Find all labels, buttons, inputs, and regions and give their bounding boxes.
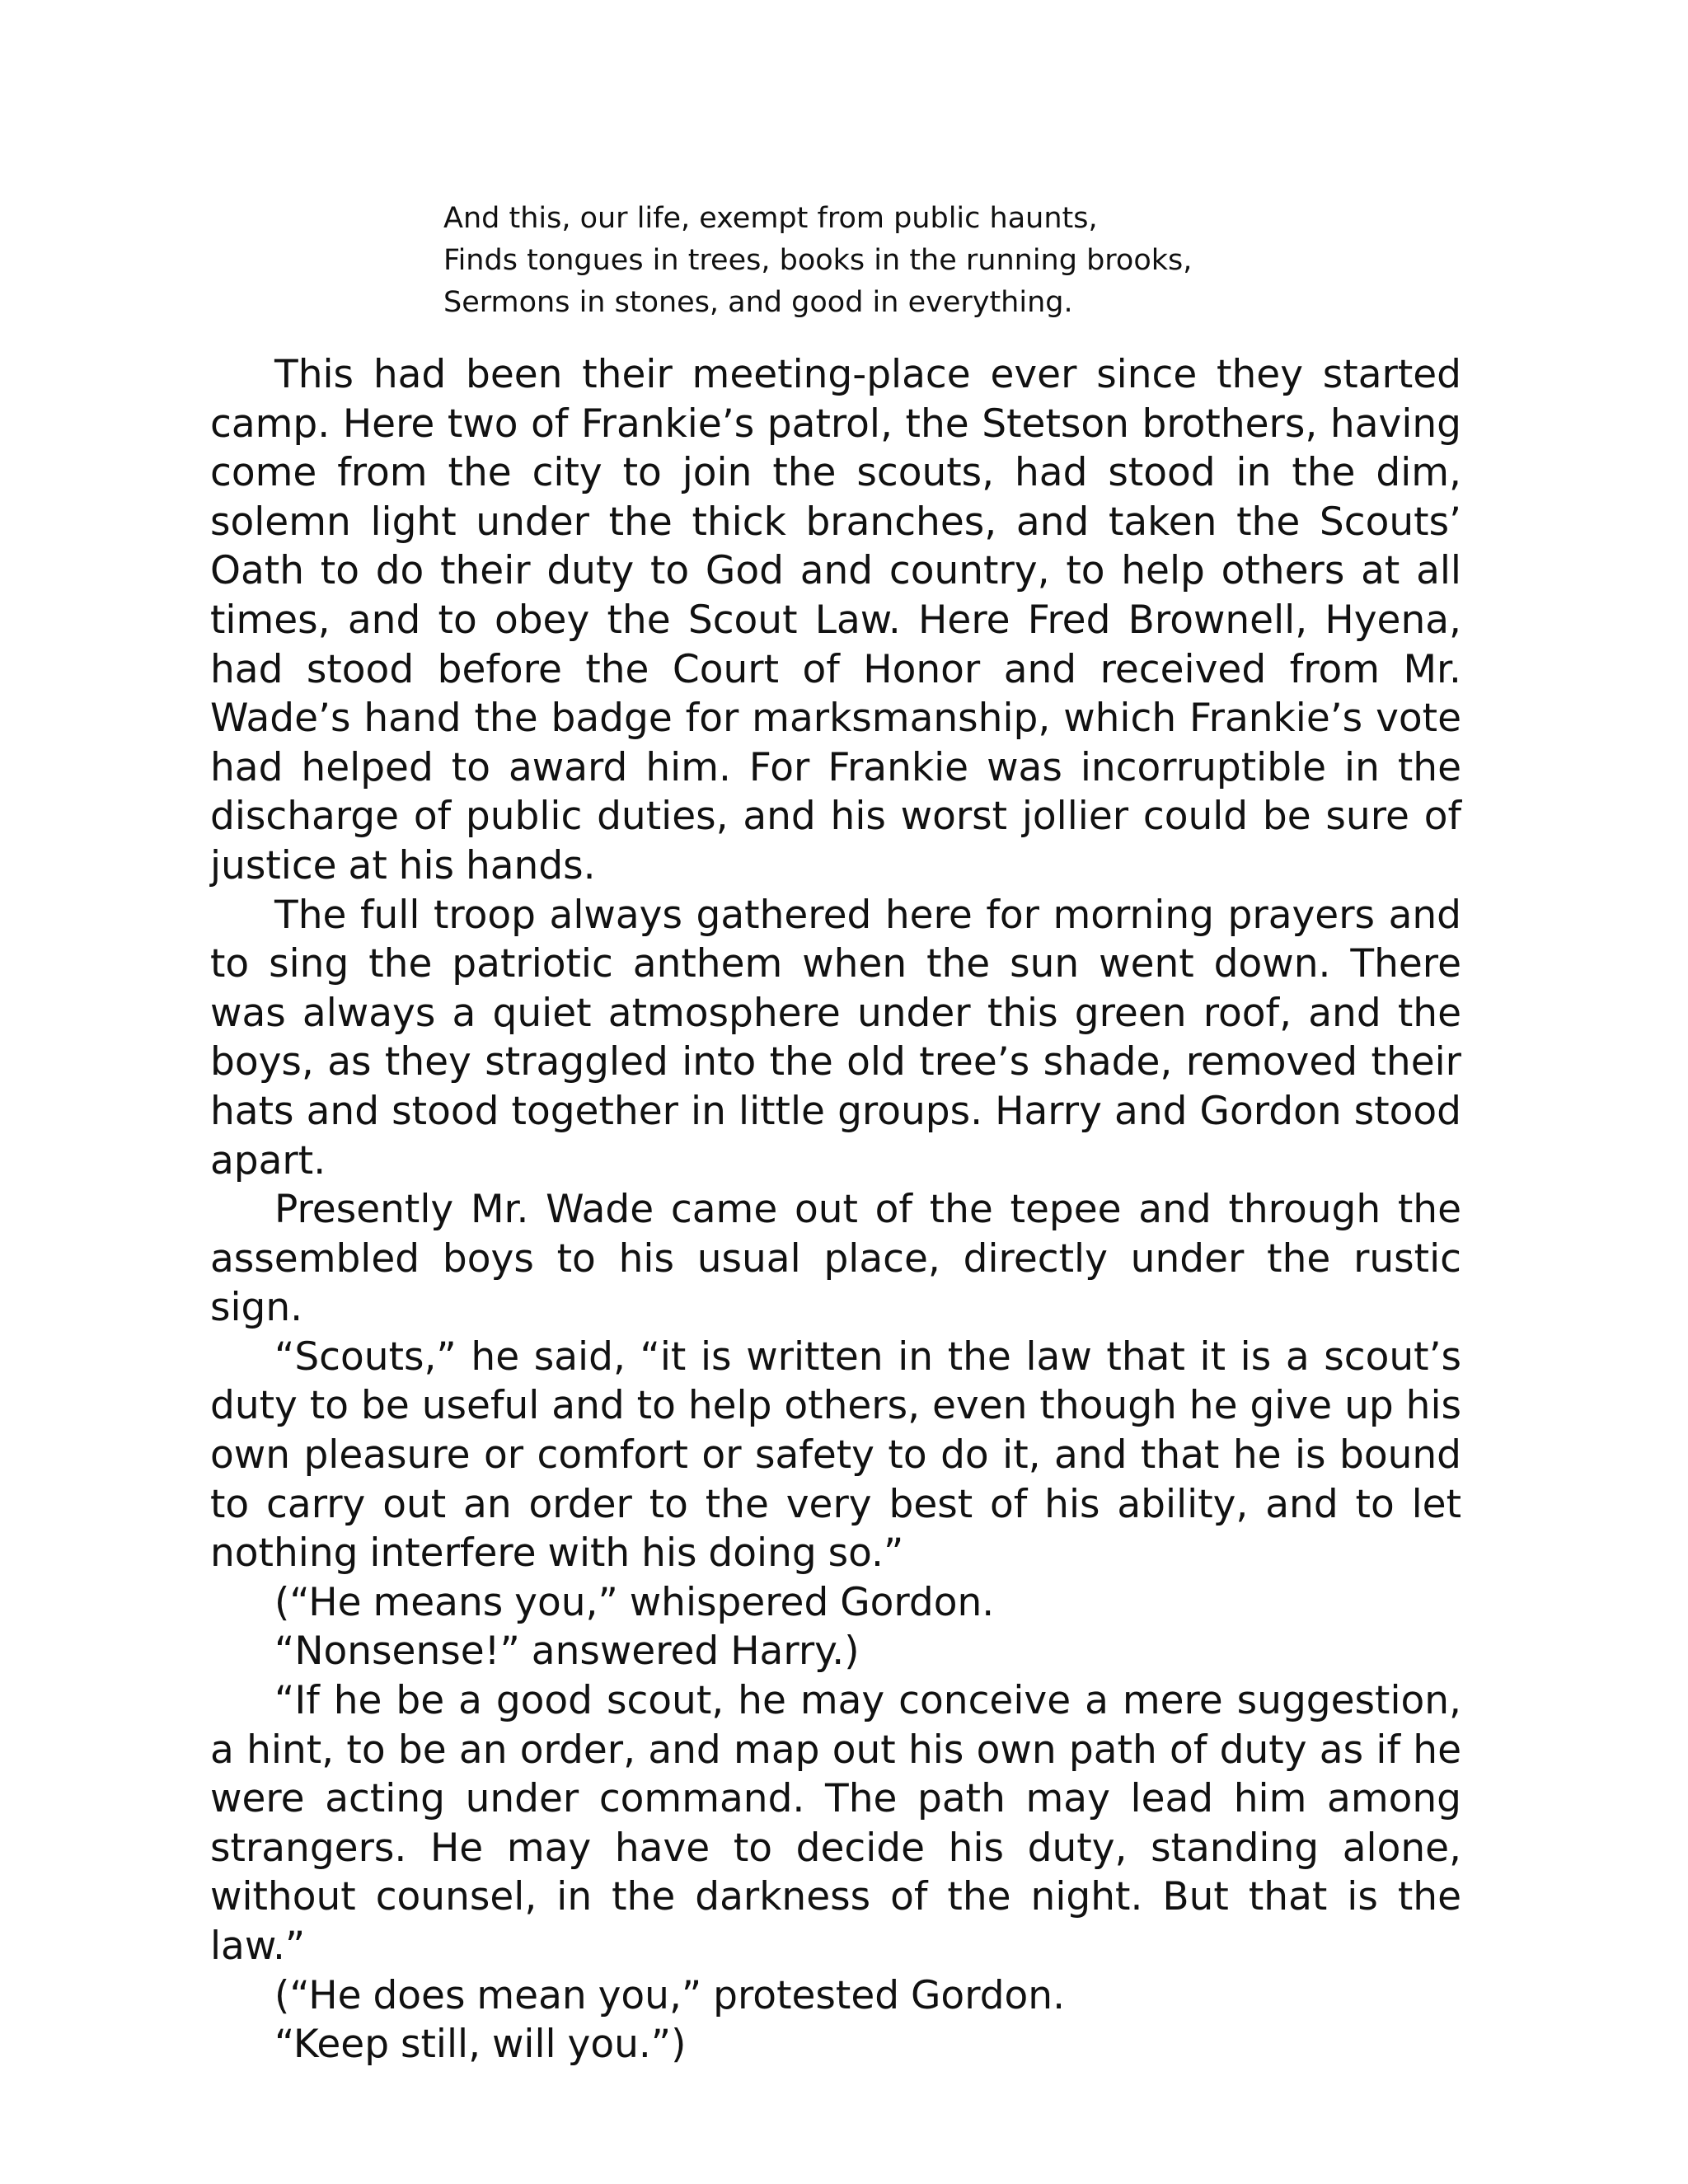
paragraph: “Keep still, will you.”)	[274, 2022, 687, 2068]
paragraph: “Nonsense!” answered Harry.)	[274, 1629, 860, 1675]
epigraph	[443, 198, 1432, 324]
paragraph: This had been their meeting-place ever since they started camp. Here two of Frankie’s patrol, the Stetson brothers, having come from the city to join the scouts, had stood in the dim, solemn light under the thick branches, and taken the Scouts’ Oath to do their duty to God and country, to help others at all times, and to obey the Scout Law. Here Fred Brownell, Hyena, had stood before the Court of Honor and received from Mr. Wade’s hand the badge for marksmanship, which Frankie’s vote had helped to award him. For Frankie was incorruptible in the discharge of public duties, and his worst jollier could be sure of justice at his hands.	[210, 352, 1461, 888]
paragraph: “Scouts,” he said, “it is written in the law that it is a scout’s duty to be useful and to help others, even though he give up his own pleasure or comfort or safety to do it, and that he is bound to carry out an order to the very best of his ability, and to let nothing interfere with his doing so.”	[210, 1333, 1461, 1577]
epigraph-line: And this, our life, exempt from public haunts,	[443, 202, 1098, 235]
paragraph: Presently Mr. Wade came out of the tepee and through the assembled boys to his usual place, directly under the rustic sign.	[210, 1187, 1461, 1331]
epigraph-line: Finds tongues in trees, books in the running brooks,	[443, 244, 1193, 277]
paragraph: (“He does mean you,” protested Gordon.	[274, 1972, 1066, 2018]
paragraph: (“He means you,” whispered Gordon.	[274, 1579, 995, 1625]
paragraph: “If he be a good scout, he may conceive a mere suggestion, a hint, to be an order, and map out his own path of duty as if he were acting under command. The path may lead him among strangers. He may have to decide his duty, standing alone, without counsel, in the darkness of the night. But that is the law.”	[210, 1678, 1461, 1969]
paragraph: The full troop always gathered here for morning prayers and to sing the patriotic anthem when the sun went down. There was always a quiet atmosphere under this green roof, and the boys, as they straggled into the old tree’s shade, removed their hats and stood together in little groups. Harry and Gordon stood apart.	[210, 892, 1461, 1183]
body-text	[210, 350, 1461, 2069]
epigraph-line: Sermons in stones, and good in everything.	[443, 286, 1073, 319]
